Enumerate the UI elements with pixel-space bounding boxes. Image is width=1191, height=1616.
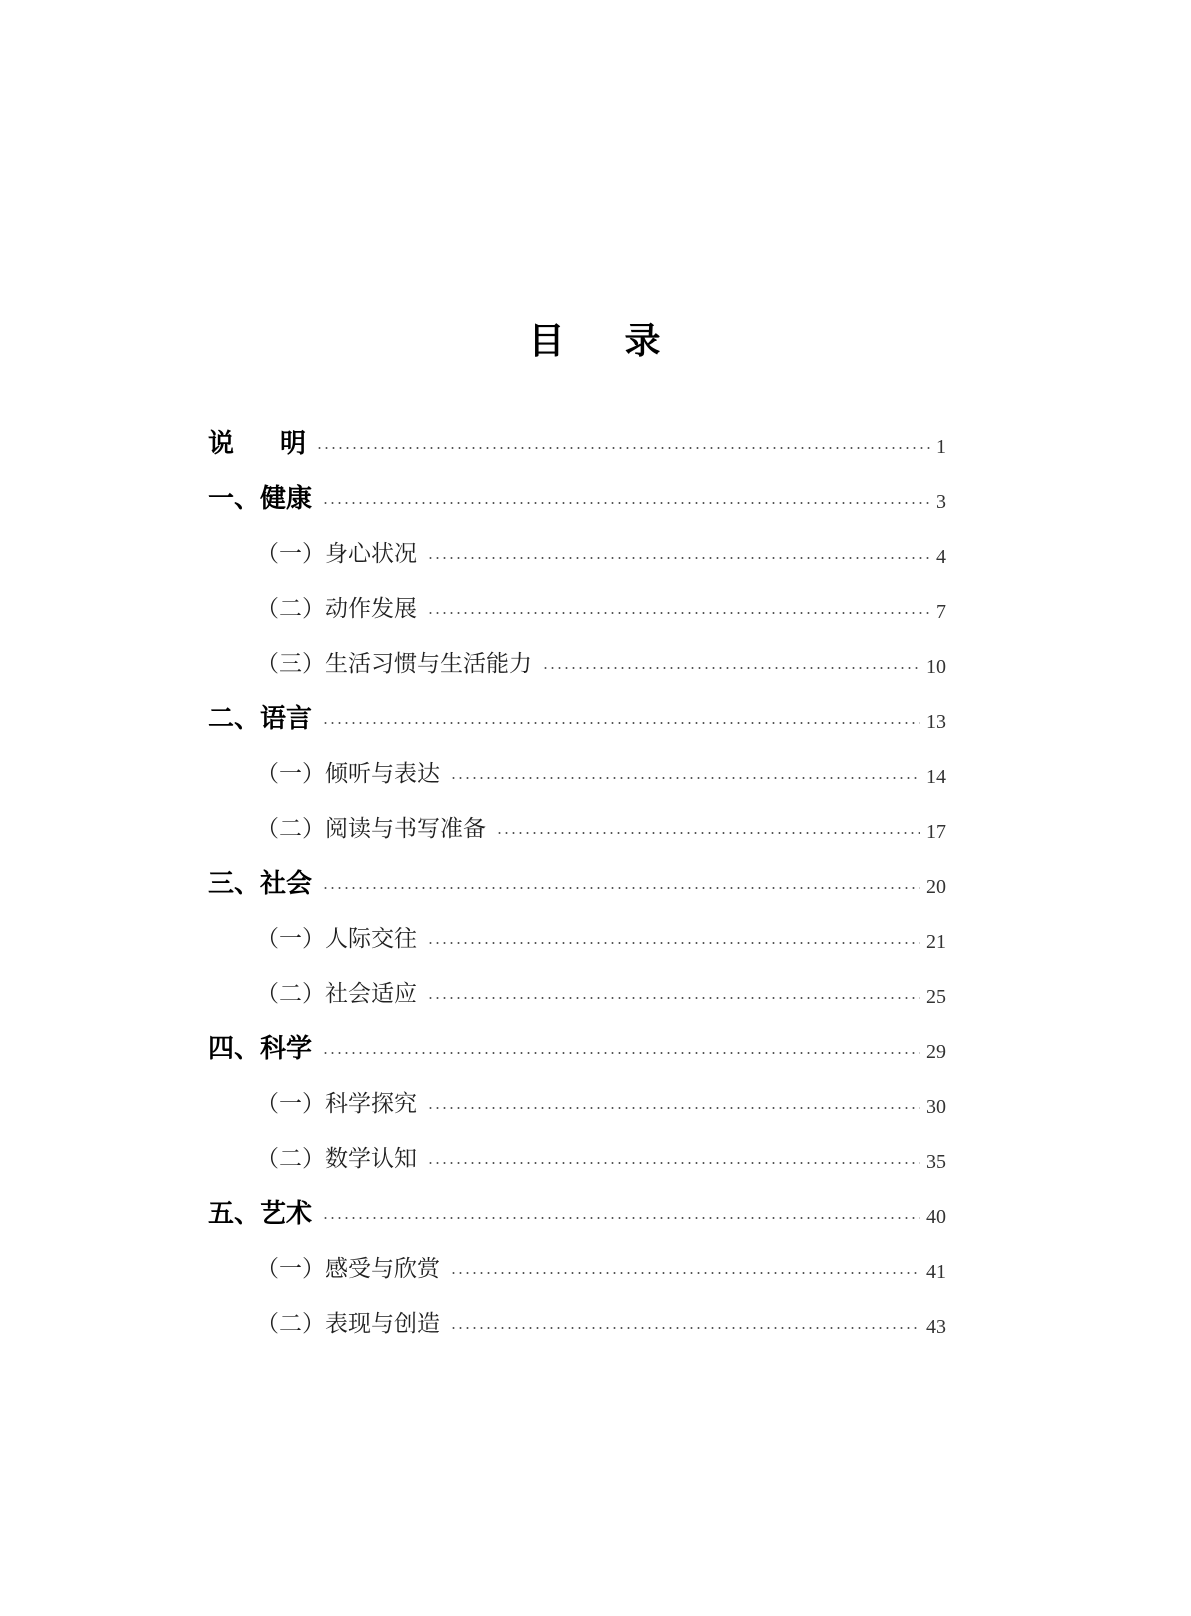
toc-entry-label: （二）动作发展 bbox=[256, 596, 417, 622]
dot-leader bbox=[427, 1107, 920, 1109]
toc-entry-label: （二）表现与创造 bbox=[256, 1311, 440, 1337]
toc-page-number: 30 bbox=[926, 1096, 946, 1118]
toc-entry[interactable] bbox=[208, 864, 946, 904]
toc-entry-label: 说 明 bbox=[208, 429, 307, 459]
dot-leader bbox=[316, 447, 930, 449]
dot-leader bbox=[450, 1327, 920, 1329]
dot-leader bbox=[496, 832, 920, 834]
toc-page-number: 17 bbox=[926, 821, 946, 843]
toc-page-number: 41 bbox=[926, 1261, 946, 1283]
toc-entry-label: （一）感受与欣赏 bbox=[256, 1256, 440, 1282]
dot-leader bbox=[322, 722, 920, 724]
toc-entry-label: （二）社会适应 bbox=[256, 981, 417, 1007]
toc-entry[interactable] bbox=[256, 589, 946, 629]
dot-leader bbox=[322, 1217, 920, 1219]
dot-leader bbox=[427, 997, 920, 999]
dot-leader bbox=[322, 502, 930, 504]
toc-entry[interactable] bbox=[256, 534, 946, 574]
dot-leader bbox=[450, 1272, 920, 1274]
toc-page-number: 7 bbox=[936, 601, 946, 623]
dot-leader bbox=[322, 887, 920, 889]
dot-leader bbox=[427, 612, 930, 614]
toc-page-number: 20 bbox=[926, 876, 946, 898]
toc-page-number: 25 bbox=[926, 986, 946, 1008]
toc-entry-label: 五、艺术 bbox=[208, 1199, 313, 1229]
toc-entry-label: （三）生活习惯与生活能力 bbox=[256, 651, 532, 677]
toc-entry[interactable] bbox=[256, 1084, 946, 1124]
toc-entry[interactable] bbox=[256, 974, 946, 1014]
title-char-1: 目 bbox=[528, 321, 567, 362]
toc-entry-label: 二、语言 bbox=[208, 704, 313, 734]
toc-entry[interactable] bbox=[256, 644, 946, 684]
toc-page-number: 40 bbox=[926, 1206, 946, 1228]
toc-entry-label: 三、社会 bbox=[208, 869, 313, 899]
toc-entry-label: 一、健康 bbox=[208, 484, 313, 514]
toc-entry-label: （一）科学探究 bbox=[256, 1091, 417, 1117]
toc-entry-label: （二）阅读与书写准备 bbox=[256, 816, 486, 842]
toc-page-number: 4 bbox=[936, 546, 946, 568]
toc-entry[interactable] bbox=[208, 1194, 946, 1234]
toc-entry-label: （一）倾听与表达 bbox=[256, 761, 440, 787]
toc-page-number: 35 bbox=[926, 1151, 946, 1173]
toc-entry-label: （一）身心状况 bbox=[256, 541, 417, 567]
toc-entry[interactable] bbox=[256, 919, 946, 959]
dot-leader bbox=[450, 777, 920, 779]
toc-page-number: 14 bbox=[926, 766, 946, 788]
page-title bbox=[0, 320, 1191, 364]
toc-entry[interactable] bbox=[208, 1029, 946, 1069]
toc-entry[interactable] bbox=[208, 699, 946, 739]
toc-page-number: 10 bbox=[926, 656, 946, 678]
toc-entry[interactable] bbox=[256, 1139, 946, 1179]
toc-entry[interactable] bbox=[256, 1249, 946, 1289]
toc-entry[interactable] bbox=[208, 479, 946, 519]
toc-page-number: 43 bbox=[926, 1316, 946, 1338]
toc-entry-label: （二）数学认知 bbox=[256, 1146, 417, 1172]
dot-leader bbox=[542, 667, 920, 669]
dot-leader bbox=[427, 942, 920, 944]
toc-page-number: 1 bbox=[936, 436, 946, 458]
dot-leader bbox=[427, 557, 930, 559]
toc-entry[interactable] bbox=[208, 424, 946, 464]
toc-entry[interactable] bbox=[256, 809, 946, 849]
toc-entry-label: 四、科学 bbox=[208, 1034, 313, 1064]
toc-entry[interactable] bbox=[256, 754, 946, 794]
title-char-2: 录 bbox=[624, 321, 663, 362]
toc-entry-label: （一）人际交往 bbox=[256, 926, 417, 952]
toc-page-number: 3 bbox=[936, 491, 946, 513]
toc-page-number: 13 bbox=[926, 711, 946, 733]
toc-page-number: 21 bbox=[926, 931, 946, 953]
dot-leader bbox=[322, 1052, 920, 1054]
toc-page-number: 29 bbox=[926, 1041, 946, 1063]
toc-entry[interactable] bbox=[256, 1304, 946, 1344]
dot-leader bbox=[427, 1162, 920, 1164]
